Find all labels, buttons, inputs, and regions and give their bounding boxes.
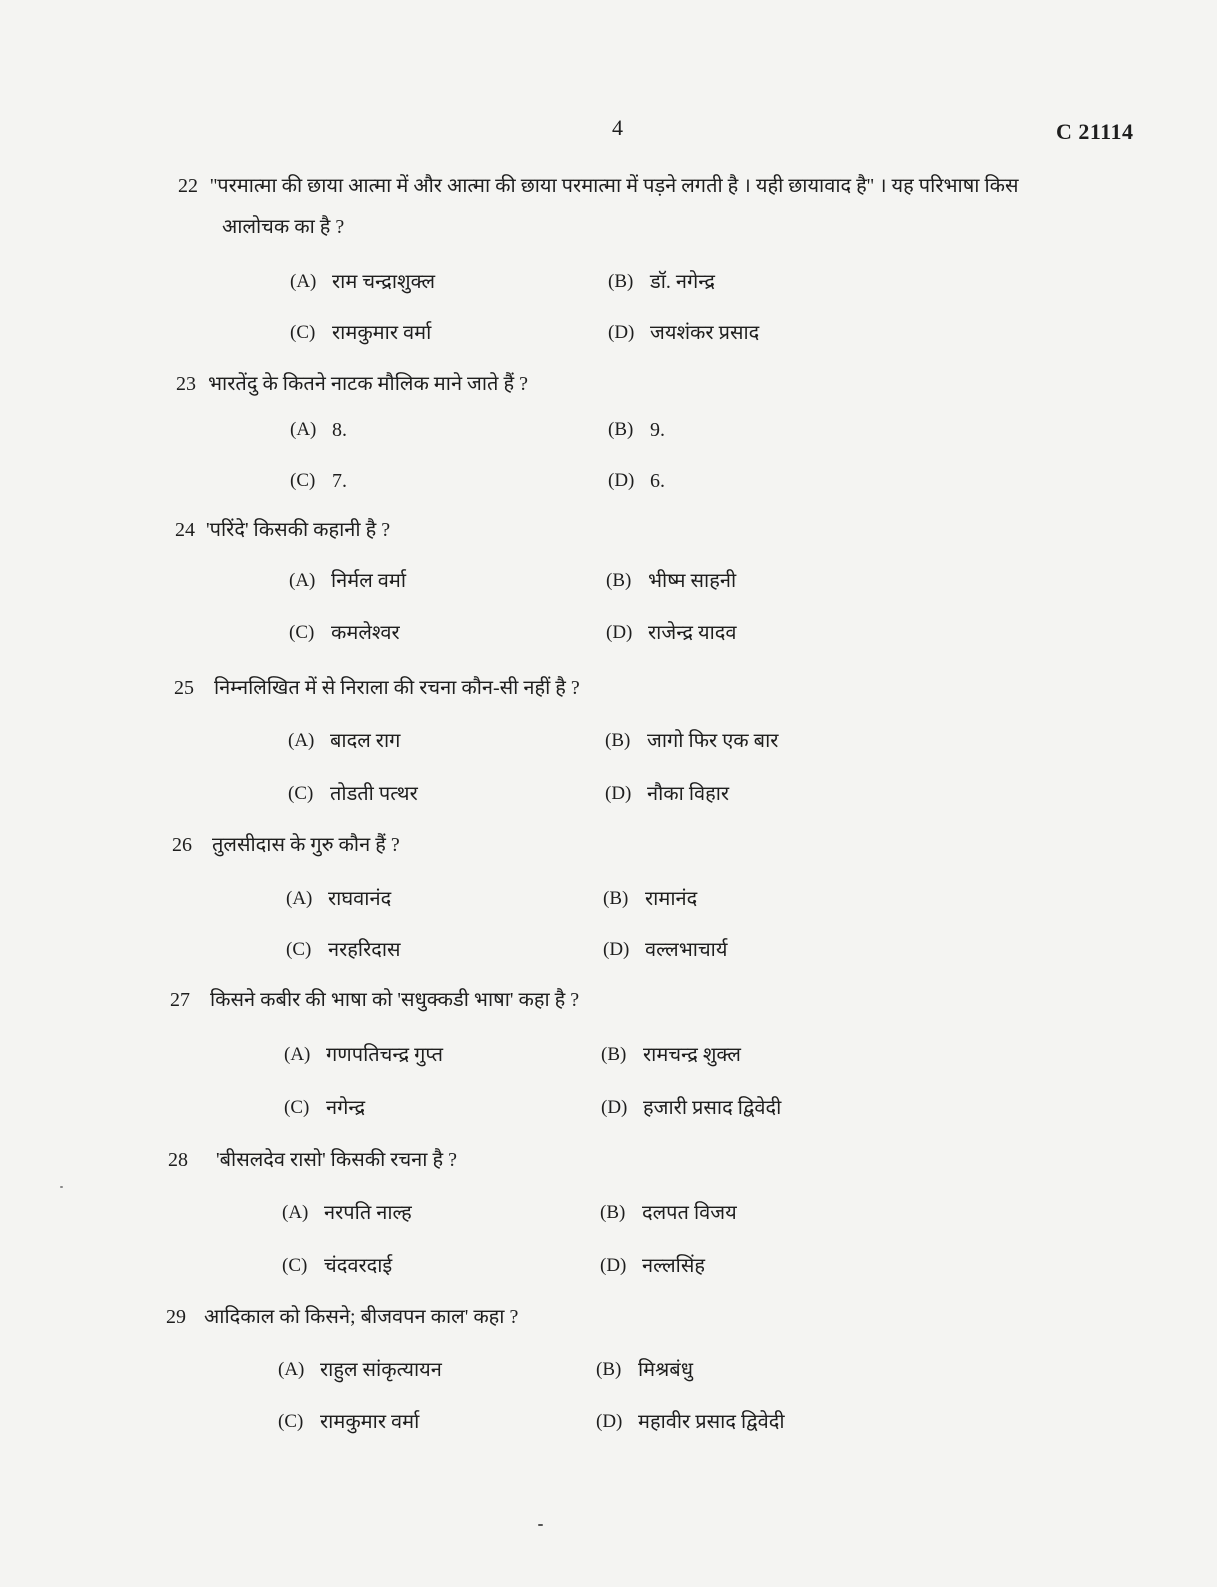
option-label: (D) [605, 783, 632, 804]
option-label: (C) [290, 470, 316, 491]
option-text: रामानंद [645, 888, 698, 910]
option-text: दलपत विजय [642, 1202, 737, 1224]
option-text: 9. [650, 419, 665, 441]
option-label: (D) [596, 1411, 623, 1432]
question-text-line: भारतेंदु के कितने नाटक मौलिक माने जाते हैं ? [208, 373, 528, 395]
option-label: (D) [606, 622, 633, 643]
question-text-line: किसने कबीर की भाषा को 'सधुक्कडी भाषा' कहा है ? [210, 989, 580, 1011]
option-text: राघवानंद [328, 888, 392, 910]
option-label: (A) [284, 1044, 311, 1065]
option-text: वल्लभाचार्य [645, 939, 728, 961]
question-text-line: 'परिंदे' किसकी कहानी है ? [206, 519, 391, 541]
option-text: चंदवरदाई [324, 1255, 393, 1277]
option-text: कमलेश्वर [331, 622, 400, 644]
option-text: राम चन्द्राशुक्ल [332, 271, 436, 293]
option-text: जागो फिर एक बार [647, 730, 779, 752]
option-text: तोडती पत्थर [330, 783, 418, 805]
option-label: (A) [290, 419, 317, 440]
option-label: (C) [289, 622, 315, 643]
option-label: (A) [289, 570, 316, 591]
option-label: (C) [288, 783, 314, 804]
option-label: (C) [282, 1255, 308, 1276]
option-label: (A) [282, 1202, 309, 1223]
option-label: (C) [290, 322, 316, 343]
question-number: 23 [176, 373, 196, 395]
option-text: हजारी प्रसाद द्विवेदी [643, 1097, 782, 1119]
option-text: रामकुमार वर्मा [332, 322, 432, 344]
option-text: नरहरिदास [328, 939, 401, 961]
question-number: 28 [168, 1149, 188, 1171]
option-label: (A) [288, 730, 315, 751]
option-label: (D) [601, 1097, 628, 1118]
option-text: बादल राग [330, 730, 401, 752]
question-text-line: आलोचक का है ? [222, 216, 345, 238]
question-text-line: आदिकाल को किसने; बीजवपन काल' कहा ? [204, 1306, 519, 1328]
scan-speck [60, 1186, 63, 1188]
option-text: 8. [332, 419, 347, 441]
option-text: नरपति नाल्ह [324, 1202, 412, 1224]
option-text: महावीर प्रसाद द्विवेदी [638, 1411, 785, 1433]
option-label: (B) [608, 419, 634, 440]
option-text: भीष्म साहनी [648, 570, 737, 592]
option-label: (C) [286, 939, 312, 960]
question-text-line: तुलसीदास के गुरु कौन हैं ? [212, 834, 400, 856]
option-text: नल्लसिंह [642, 1255, 705, 1277]
option-text: जयशंकर प्रसाद [650, 322, 760, 344]
paper-code: C 21114 [1056, 119, 1134, 144]
option-text: गणपतिचन्द्र गुप्त [326, 1044, 443, 1066]
option-label: (B) [603, 888, 629, 909]
question-number: 29 [166, 1306, 186, 1328]
option-label: (C) [278, 1411, 304, 1432]
option-text: 6. [650, 470, 665, 492]
option-label: (A) [286, 888, 313, 909]
option-label: (D) [600, 1255, 627, 1276]
option-text: राजेन्द्र यादव [648, 622, 737, 644]
option-text: निर्मल वर्मा [331, 570, 407, 592]
option-label: (D) [603, 939, 630, 960]
option-text: नगेन्द्र [326, 1097, 366, 1119]
option-text: डॉ. नगेन्द्र [650, 271, 716, 293]
option-text: रामकुमार वर्मा [320, 1411, 420, 1433]
option-label: (A) [290, 271, 317, 292]
page-number: 4 [612, 115, 623, 140]
option-label: (B) [606, 570, 632, 591]
option-text: मिश्रबंधु [638, 1359, 694, 1381]
question-text-line: निम्नलिखित में से निराला की रचना कौन-सी नहीं है ? [214, 677, 580, 699]
option-label: (B) [600, 1202, 626, 1223]
question-number: 22 [178, 175, 198, 197]
question-text-line: 'बीसलदेव रासो' किसकी रचना है ? [216, 1149, 457, 1171]
option-label: (C) [284, 1097, 310, 1118]
question-number: 25 [174, 677, 194, 699]
option-text: नौका विहार [647, 783, 730, 805]
option-label: (B) [605, 730, 631, 751]
option-text: राहुल सांकृत्यायन [320, 1359, 442, 1381]
option-text: 7. [332, 470, 347, 492]
question-number: 26 [172, 834, 192, 856]
option-label: (D) [608, 470, 635, 491]
question-number: 27 [170, 989, 190, 1011]
option-label: (B) [601, 1044, 627, 1065]
question-number: 24 [175, 519, 195, 541]
question-text-line: ''परमात्मा की छाया आत्मा में और आत्मा की छाया परमात्मा में पड़ने लगती है । यही छायावाद है'' । यह परिभाषा किस [210, 175, 1019, 197]
option-label: (B) [596, 1359, 622, 1380]
option-text: रामचन्द्र शुक्ल [643, 1044, 741, 1066]
scan-speck [538, 1524, 543, 1526]
option-label: (A) [278, 1359, 305, 1380]
option-label: (B) [608, 271, 634, 292]
option-label: (D) [608, 322, 635, 343]
